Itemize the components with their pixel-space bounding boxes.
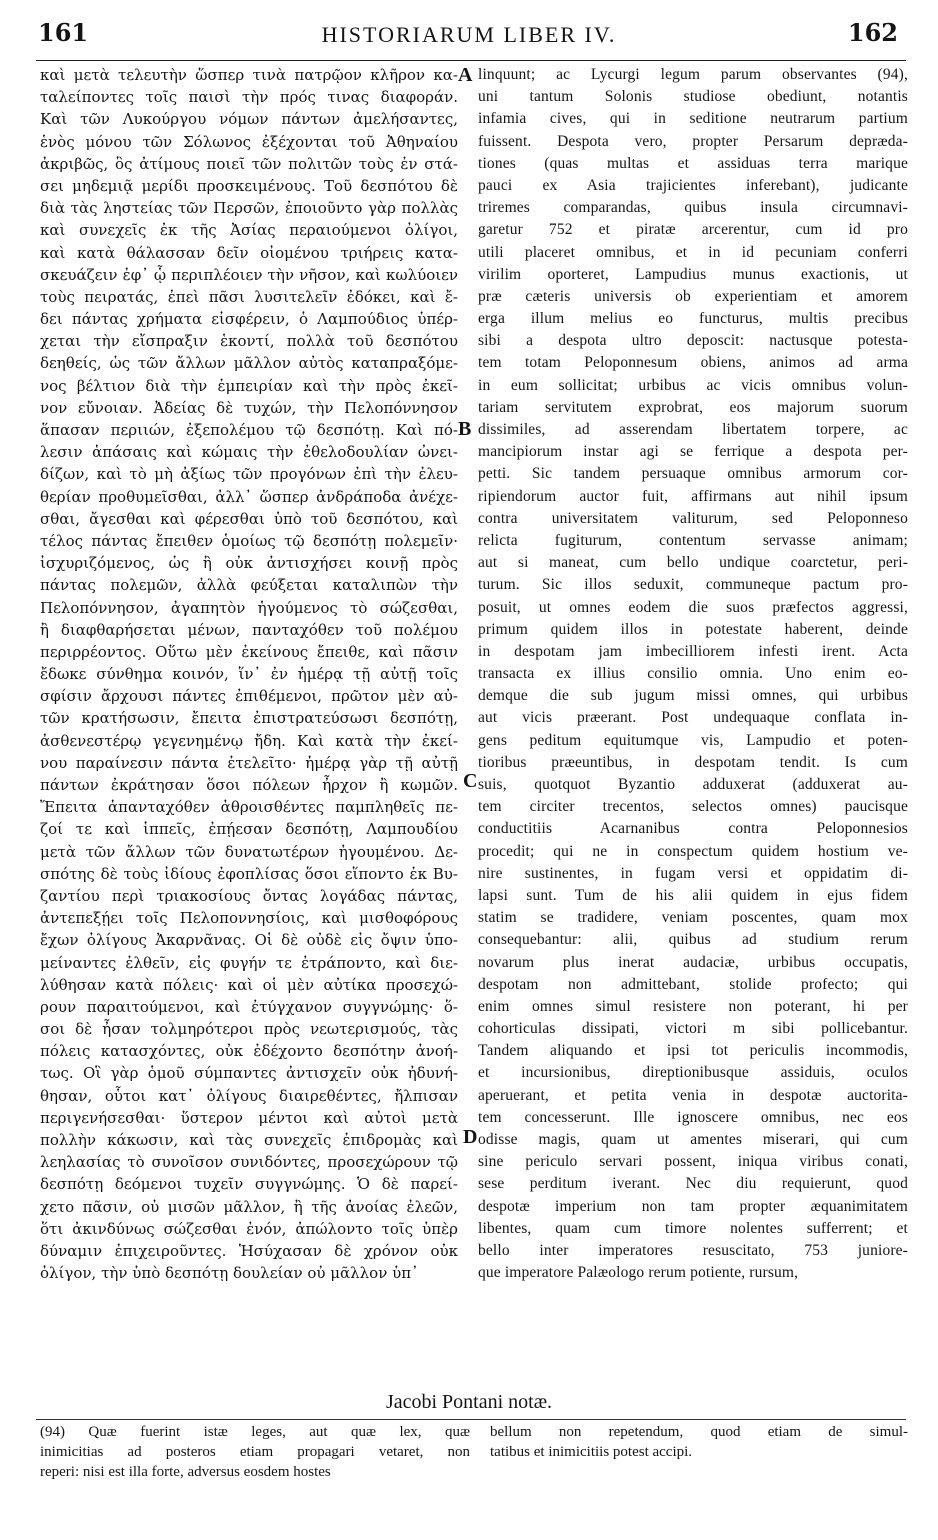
greek-text-line: χεται τὴν εἴσπραξιν ἑκοντί, πολλὰ τοῦ δεσπότου: [40, 332, 458, 351]
latin-text-line: conductitiis Acarnanibus contra Peloponnesios: [478, 820, 908, 838]
greek-text-line: λύθησαν κατὰ πόλεις· καὶ οἱ μὲν αὐτίκα προσεχώ-: [40, 975, 458, 994]
latin-text-line: garetur 752 et piratæ arcerentur, cum id pro: [478, 221, 908, 239]
note-line: inimicitias ad posteros etiam propagari vetaret, non: [40, 1444, 470, 1460]
greek-text-line: πολλὴν κάκωσιν, καὶ τὰς συνεχεῖς ἐπιδρομὰς καὶ: [40, 1131, 458, 1149]
greek-text-line: δεσπότῃ δεόμενοι τυχεῖν συγγνώμης. Ὁ δὲ παρεί-: [40, 1175, 458, 1194]
greek-text-line: ἀκριβῶς, ὃς ἀτίμους ποιεῖ τῶν πολιτῶν τοὺς ἐν στά-: [40, 154, 458, 173]
greek-text-line: ἅπασαν περιιών, ἐξεπολέμου τῷ δεσπότῃ. Καὶ πό-: [40, 421, 458, 439]
greek-text-line: σοι δὲ ἦσαν τολμηρότεροι πρὸς νεωτερισμούς, τὰς: [40, 1020, 458, 1039]
margin-letter-b: B: [458, 418, 472, 440]
greek-text-line: ἔχων ὀλίγους Ἀκαρνᾶνας. Οἱ δὲ οὐδὲ εἰς ὄψιν ὑπο-: [40, 931, 458, 950]
latin-text-line: mancipiorum instar agi se ferrique a despota per-: [478, 443, 908, 461]
latin-text-line: gens peditum equitumque vis, Lampudio et poten-: [478, 731, 908, 749]
latin-text-line: transacta ex illius consilio omnia. Uno enim eo-: [478, 665, 908, 683]
margin-letter-d: D: [463, 1126, 478, 1148]
greek-text-column: [40, 64, 458, 1284]
greek-text-line: ἑνὸς μόνου τῶν Σόλωνος ἐξέχονται τοῦ Ἀθηναίου: [40, 132, 458, 151]
greek-text-line: τέλος πάντας ἔπειθεν ὁμοίως τῷ δεσπότῃ πολεμεῖν·: [40, 531, 458, 550]
greek-text-line: πάντας πολεμῶν, ἀλλὰ φεύξεται καταλιπὼν τὴν: [40, 576, 458, 595]
greek-text-line: Καὶ τῶν Λυκούργου νόμων πάντων ἀμελήσαντες,: [40, 110, 458, 129]
latin-text-line: virilim oporteret, Lampudius munus exactionis, ut: [478, 265, 908, 283]
greek-text-line: πόλεις κατασχόντες, οὐκ ἐδέχοντο δεσπότην ἀνοή-: [40, 1042, 458, 1061]
latin-text-line: enim omnes simul resistere non poterant, hi per: [478, 997, 908, 1015]
latin-text-line: in eum sollicitat; urbibus ac vicis omnibus volun-: [478, 376, 908, 394]
greek-text-line: λεηλασίας τὸ συνοῖσον συνιδόντες, προσεχώρουν τῷ: [40, 1153, 458, 1172]
greek-text-line: καὶ συνεχεῖς ἐκ τῆς Ἀσίας περαιούμενοι ὀλίγοι,: [40, 221, 458, 240]
greek-text-line: καὶ μετὰ τελευτὴν ὥσπερ τινὰ πατρῷον κλῆρον κα-: [40, 66, 458, 84]
latin-text-line: relicta fugiturum, contentum servasse animam;: [478, 531, 908, 549]
latin-text-line: despotæ imperium non tam propter æquanimitatem: [478, 1197, 908, 1215]
notes-left-column: [40, 1422, 470, 1482]
latin-text-line: sese perditum iverant. Nec diu requierunt, quod: [478, 1175, 908, 1193]
greek-text-line: ἀντεπεξῄει τοῖς Πελοποννησίοις, καὶ μισθοφόρους: [40, 909, 458, 928]
greek-text-line: δύναμιν ἐπιχειροῦντες. Ἡσύχασαν δὲ χρόνον οὐκ: [40, 1241, 458, 1260]
notes-rule: [36, 1419, 906, 1420]
greek-text-line: ρουν παραιτούμενοι, καὶ ἐτύγχανον συγγνώμης· ὅ-: [40, 997, 458, 1016]
latin-text-line: turum. Sic illos seduxit, communeque pactum pro-: [478, 576, 908, 594]
greek-text-line: τοὺς πειρατάς, ἐπεὶ πᾶσι λυσιτελεῖν ἐδόκει, καὶ ἔ-: [40, 287, 458, 306]
notes-heading: Jacobi Pontani notæ.: [385, 1391, 553, 1413]
greek-text-line: σει μηδεμιᾷ μερίδι προσκειμένους. Τοῦ δεσπότου δὲ: [40, 176, 458, 195]
latin-text-line: novarum plus inerat audaciæ, urbibus occupatis,: [478, 953, 908, 971]
latin-text-line: uni tantum Solonis studiose obediunt, notantis: [478, 88, 908, 106]
latin-text-line: tem circiter trecentos, selectos omnes) paucisque: [478, 798, 908, 816]
latin-text-line: cohorticulas dissipati, victori m sibi pollicebantur.: [478, 1020, 908, 1038]
latin-text-line: lapsi sunt. Tum de his alii quidem in ejus fidem: [478, 886, 908, 904]
latin-text-line: aperuerant, et petita venia in despotæ auctorita-: [478, 1086, 908, 1104]
greek-text-line: ζοί τε καὶ ἱππεῖς, ἐπῄεσαν δεσπότῃ, Λαμπουδίου: [40, 820, 458, 839]
latin-text-line: sibi a despota ultro deposcit: nactusque potesta-: [478, 332, 908, 350]
margin-letter-a: A: [458, 64, 473, 86]
greek-text-line: δει πάντας χρήματα εἰσφέρειν, ὁ Λαμπούδιος ὑπέρ-: [40, 310, 458, 329]
latin-text-line: tem totam Peloponnesum obiens, animos ad arma: [478, 354, 908, 372]
greek-text-line: ταλείποντες τοῖς παισὶ τὴν πρός τινας διαφοράν.: [40, 88, 458, 107]
page-number-right: 162: [847, 18, 898, 47]
greek-text-line: σπότης δὲ τοὺς ἰδίους ἐφοπλίσας ὅσοι εἵποντο ἐκ Βυ-: [40, 864, 458, 883]
latin-text-line: que imperatore Palæologo rerum potiente, rursum,: [478, 1264, 799, 1282]
note-line: (94) Quæ fuerint istæ leges, aut quæ lex, quæ: [40, 1424, 470, 1440]
greek-text-line: σφίσιν ἄρχουσι πάντες ἐπιθέμενοι, πρῶτον μὲν αὐ-: [40, 687, 458, 706]
latin-text-line: triremes comparandas, quibus insula circumnavi-: [478, 199, 908, 217]
latin-text-line: Tandem aliquando et ipsi tot periculis incommodis,: [478, 1042, 908, 1060]
greek-text-line: Πελοπόννησον, ἀγαπητὸν ἡγούμενος τὸ σώζεσθαι,: [40, 598, 458, 617]
latin-text-line: consequebantur: alii, quibus ad studium rerum: [478, 931, 908, 949]
greek-text-line: καὶ κατὰ θάλασσαν δεῖν οἰομένου τριήρεις κατα-: [40, 243, 458, 262]
greek-text-line: ἢ διαφθαρήσεται μένων, πανταχόθεν τοῦ πολέμου: [40, 620, 458, 639]
note-line: reperi: nisi est illa forte, adversus eosdem hostes: [40, 1464, 331, 1480]
latin-text-line: infamia cives, qui in seditione neutrarum partium: [478, 110, 908, 128]
latin-text-line: procedit; qui ne in conspectum quidem hostium ve-: [478, 842, 908, 860]
latin-text-line: tiones (quas multas et assiduas terra marique: [478, 154, 908, 172]
latin-text-line: fuissent. Despota vero, propter Persarum depræda-: [478, 132, 908, 150]
greek-text-line: μετὰ τῶν ἄλλων τῶν δυνατωτέρων ἡγουμένου. Δε-: [40, 842, 458, 861]
greek-text-line: περιρρέοντος. Οὕτω μὲν ἐκείνους ἔπειθε, καὶ πᾶσιν: [40, 642, 458, 661]
latin-text-line: præ cæteris universis ob experientiam et amorem: [478, 287, 908, 305]
notes-right-column: [490, 1422, 908, 1462]
latin-text-line: linquunt; ac Lycurgi legum parum observantes (94),: [478, 66, 908, 83]
latin-text-line: libentes, quam cum timore nolentes sufferrent; et: [478, 1219, 908, 1237]
greek-text-line: τῶν κρατήσωσιν, ἔπειτα ἐπιστρατεύσωσι δεσπότῃ,: [40, 709, 458, 728]
latin-text-line: suis, quotquot Byzantio adduxerat (adduxerat au-: [478, 776, 908, 793]
latin-text-line: et incursionibus, direptionibusque assiduis, oculos: [478, 1064, 908, 1082]
greek-text-line: μείναντες ἐλθεῖν, εἰς φυγήν τε ἐτράποντο, καὶ διε-: [40, 953, 458, 972]
running-title: HISTORIARUM LIBER IV.: [321, 22, 617, 47]
greek-text-line: ζαντίου περὶ τριακοσίους ὄντας λογάδας πάντας,: [40, 886, 458, 905]
latin-text-line: dissimiles, ad asserendam libertatem torpere, ac: [478, 421, 908, 438]
latin-text-line: tioribus præeuntibus, in despotam tendit. Is cum: [478, 753, 908, 771]
latin-text-line: ripiendorum auctor fuit, affirmans aut nihil ipsum: [478, 487, 908, 505]
margin-letter-c: C: [463, 770, 478, 792]
latin-text-line: tem concesserunt. Ille ignoscere omnibus, nec eos: [478, 1108, 908, 1126]
latin-text-line: demque die sub jugum missi omnes, qui urbibus: [478, 687, 908, 705]
note-line: bellum non repetendum, quod etiam de simul-: [490, 1424, 908, 1440]
greek-text-line: Ἔπειτα ἁπανταχόθεν ἀθροισθέντες παμπληθεῖς πε-: [40, 798, 458, 817]
greek-text-line: θερίαν προθυμεῖσθαι, ἀλλ᾽ ὥσπερ ἀνδράποδα ἀνέχε-: [40, 487, 458, 506]
latin-text-line: bello inter imperatores resuscitato, 753 juniore-: [478, 1241, 908, 1259]
greek-text-line: ἔδωκε σύνθημα κοινόν, ἵν᾽ ἐν ἡμέρᾳ τῇ αὐτῇ τοῖς: [40, 665, 458, 684]
latin-text-line: posuit, ut omnes eodem die suos præfectos aggressi,: [478, 598, 908, 616]
greek-text-line: νου παραίνεσιν πάντα ἐτελεῖτο· ἡμέρᾳ γὰρ τῇ αὐτῇ: [40, 753, 458, 772]
latin-text-line: aut vicis præerant. Post undequaque conflata in-: [478, 709, 908, 727]
greek-text-line: σθαι, ἄγεσθαι καὶ φέρεσθαι ὑπὸ τοῦ δεσπότου, καὶ: [40, 509, 458, 528]
greek-text-line: διὰ τὰς ληστείας τῶν Περσῶν, ἐποιοῦντο γὰρ πολλὰς: [40, 199, 458, 218]
latin-text-line: odisse magis, quam ut amentes miserari, qui cum: [478, 1131, 908, 1148]
greek-text-line: ὀλίγον, τὴν ὑπὸ δεσπότῃ δουλείαν οὐ μᾶλλον ὑπ᾽: [40, 1264, 419, 1283]
latin-text-line: nire sustinentes, in fugam versi et oppidatim di-: [478, 864, 908, 882]
greek-text-line: δεηθείς, ὡς τῶν ἄλλων μᾶλλον αὐτὸς καταπραξόμε-: [40, 354, 458, 373]
greek-text-line: πάντων ἐκράτησαν ὅσοι πόλεων ἦρχον ἢ κωμῶν.: [40, 776, 458, 794]
latin-text-line: pauci ex Asia trajicientes inferebant), judicante: [478, 176, 908, 194]
latin-text-line: primum quidem illos in potestate haberent, deinde: [478, 620, 908, 638]
greek-text-line: χετο πᾶσιν, οὐ μισῶν μᾶλλον, ἢ τῆς ἀνοίας ἐλεῶν,: [40, 1197, 458, 1216]
latin-text-line: petti. Sic tandem persuaque omnibus armorum cor-: [478, 465, 908, 483]
greek-text-line: σκευάζειν ἐφ᾽ ᾧ περιπλέοιεν τὴν νῆσον, καὶ κωλύοιεν: [40, 265, 458, 284]
greek-text-line: ἰσχυριζόμενος, ὡς ἢ οὐκ ἀντισχήσει κοινῇ πρὸς: [40, 554, 458, 573]
greek-text-line: ἀσθενεστέρῳ γεγενημένῳ ἤδη. Καὶ κατὰ τὴν ἐκεί-: [40, 731, 458, 750]
greek-text-line: λεσιν ἁπάσαις καὶ κώμαις τὴν ἐθελοδουλίαν ὠνει-: [40, 443, 458, 462]
latin-text-column: [478, 64, 908, 1284]
page-number-left: 161: [38, 18, 89, 47]
greek-text-line: νον εὔνοιαν. Ἀδείας δὲ τυχών, τὴν Πελοπόννησον: [40, 398, 458, 417]
greek-text-line: τως. Οἳ γὰρ ὁμοῦ σύμπαντες ἀντισχεῖν οὐκ ἠδυνή-: [40, 1064, 458, 1083]
greek-text-line: ὅτι ἀκινδύνως σώζεσθαι ἐνόν, ἀπώλοντο τοῖς ὑπὲρ: [40, 1219, 458, 1238]
greek-text-line: δίζων, καὶ τὸ μὴ ἀξίως τῶν προγόνων ἐπὶ τὴν ἐλευ-: [40, 465, 458, 484]
latin-text-line: erga illum melius eo functurus, multis precibus: [478, 310, 908, 328]
greek-text-line: θησαν, οὗτοι κατ᾽ ὀλίγους διαιρεθέντες, ἤλπισαν: [40, 1086, 458, 1105]
greek-text-line: περιγενήσεσθαι· ὕστερον μέντοι καὶ αὐτοὶ μετὰ: [40, 1108, 458, 1127]
latin-text-line: aut si maneat, cum bello undique coarctetur, peri-: [478, 554, 908, 572]
latin-text-line: despotam non admittebant, stolide profecto; qui: [478, 975, 908, 993]
latin-text-line: in despotam jam imbecilliorem infesti irent. Acta: [478, 642, 908, 660]
greek-text-line: νος βέλτιον διὰ τὴν ἐμπειρίαν καὶ τὴν πρὸς ἐκεῖ-: [40, 376, 458, 395]
latin-text-line: tariam servitutem exprobrat, eos majorum suorum: [478, 398, 908, 416]
latin-text-line: contra universitatem valiturum, sed Peloponneso: [478, 509, 908, 527]
header-rule: [36, 60, 906, 61]
note-line: tatibus et inimicitiis potest accipi.: [490, 1444, 693, 1460]
page-header: [0, 0, 938, 60]
latin-text-line: utili placeret omnibus, et in id pecuniam conferri: [478, 243, 908, 261]
latin-text-line: sine periculo servari possent, iniqua viribus conati,: [478, 1153, 908, 1171]
latin-text-line: statim se tradidere, veniam poscentes, quam mox: [478, 909, 908, 927]
